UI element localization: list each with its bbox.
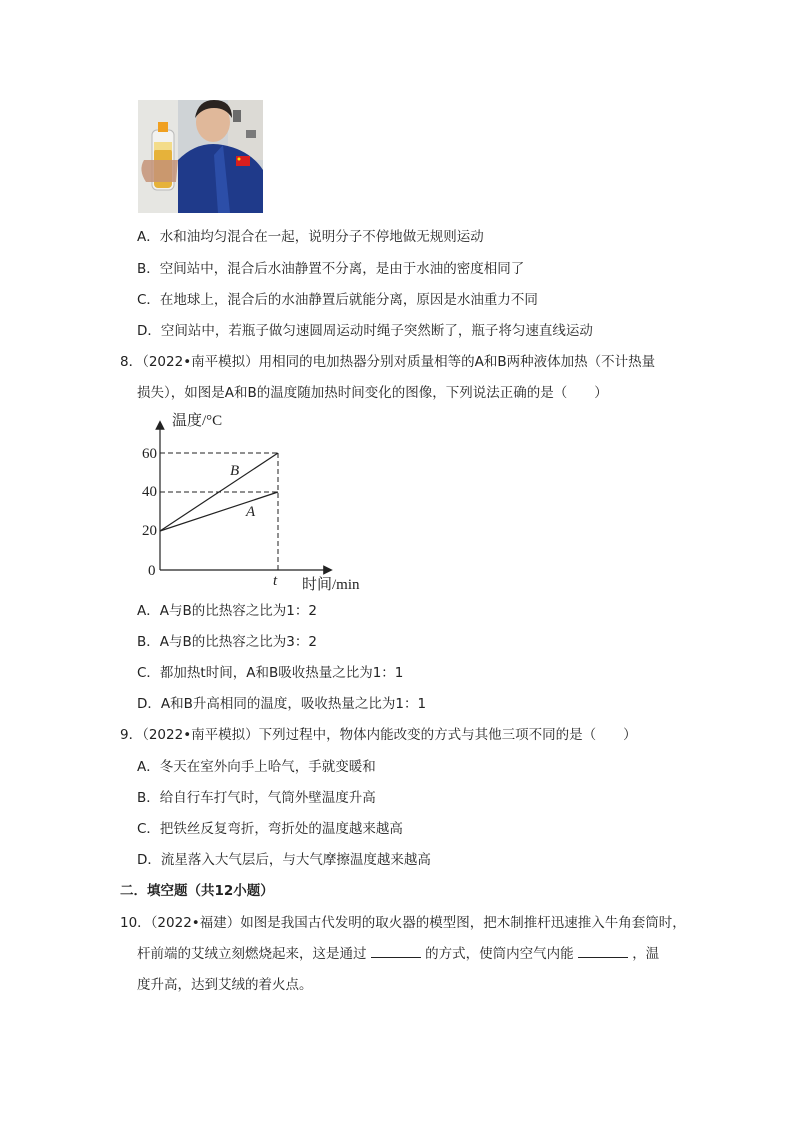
x-tick-t: t <box>273 573 278 589</box>
x-axis-label: 时间/min <box>302 577 360 593</box>
astronaut-photo-illustration <box>138 100 263 213</box>
q8-option-a: A．A与B的比热容之比为1：2 <box>137 603 317 619</box>
series-line-a <box>160 492 278 531</box>
q9-stem: 9．（2022•南平模拟）下列过程中，物体内能改变的方式与其他三项不同的是（ ） <box>120 727 637 743</box>
q10-text-part1: 杆前端的艾绒立刻燃烧起来，这是通过 <box>137 946 367 962</box>
q10-stem-line1: 10．（2022•福建）如图是我国古代发明的取火器的模型图，把木制推杆迅速推入牛角套筒时， <box>120 915 686 931</box>
q10-stem-line3: 度升高，达到艾绒的着火点。 <box>137 977 313 993</box>
q8-stem-line2: 损失），如图是A和B的温度随加热时间变化的图像，下列说法正确的是（ ） <box>137 385 608 401</box>
q9-option-d: D．流星落入大气层后，与大气摩擦温度越来越高 <box>137 852 431 868</box>
q9-option-c: C．把铁丝反复弯折，弯折处的温度越来越高 <box>137 821 403 837</box>
y-tick-20: 20 <box>142 523 157 539</box>
q10-blank-1 <box>371 945 421 958</box>
q10-blank-2 <box>578 945 628 958</box>
q10-text-part3: ，温 <box>632 946 660 962</box>
astronaut-photo <box>138 100 263 213</box>
y-tick-0: 0 <box>148 563 156 579</box>
y-tick-60: 60 <box>142 446 157 462</box>
q10-stem-line2 <box>137 945 659 963</box>
temperature-time-graph <box>130 405 380 595</box>
q7-option-b: B．空间站中，混合后水油静置不分离，是由于水油的密度相同了 <box>137 261 525 277</box>
series-label-a: A <box>246 504 256 520</box>
q9-option-a: A．冬天在室外向手上哈气，手就变暖和 <box>137 759 376 775</box>
q8-option-d: D．A和B升高相同的温度，吸收热量之比为1：1 <box>137 696 427 712</box>
q7-option-d: D．空间站中，若瓶子做匀速圆周运动时绳子突然断了，瓶子将匀速直线运动 <box>137 323 593 339</box>
y-tick-40: 40 <box>142 484 157 500</box>
q10-text-part2: 的方式，使筒内空气内能 <box>425 946 574 962</box>
q7-option-a: A．水和油均匀混合在一起，说明分子不停地做无规则运动 <box>137 229 484 245</box>
y-axis-label: 温度/°C <box>172 413 223 429</box>
q7-option-c: C．在地球上，混合后的水油静置后就能分离，原因是水油重力不同 <box>137 292 538 308</box>
q8-stem-line1: 8．（2022•南平模拟）用相同的电加热器分别对质量相等的A和B两种液体加热（不计热量 <box>120 354 656 370</box>
q8-option-b: B．A与B的比热容之比为3：2 <box>137 634 317 650</box>
q9-option-b: B．给自行车打气时，气筒外壁温度升高 <box>137 790 376 806</box>
q8-option-c: C．都加热t时间，A和B吸收热量之比为1：1 <box>137 665 404 681</box>
section-heading-fill-in: 二．填空题（共12小题） <box>120 883 274 899</box>
series-label-b: B <box>230 463 240 479</box>
